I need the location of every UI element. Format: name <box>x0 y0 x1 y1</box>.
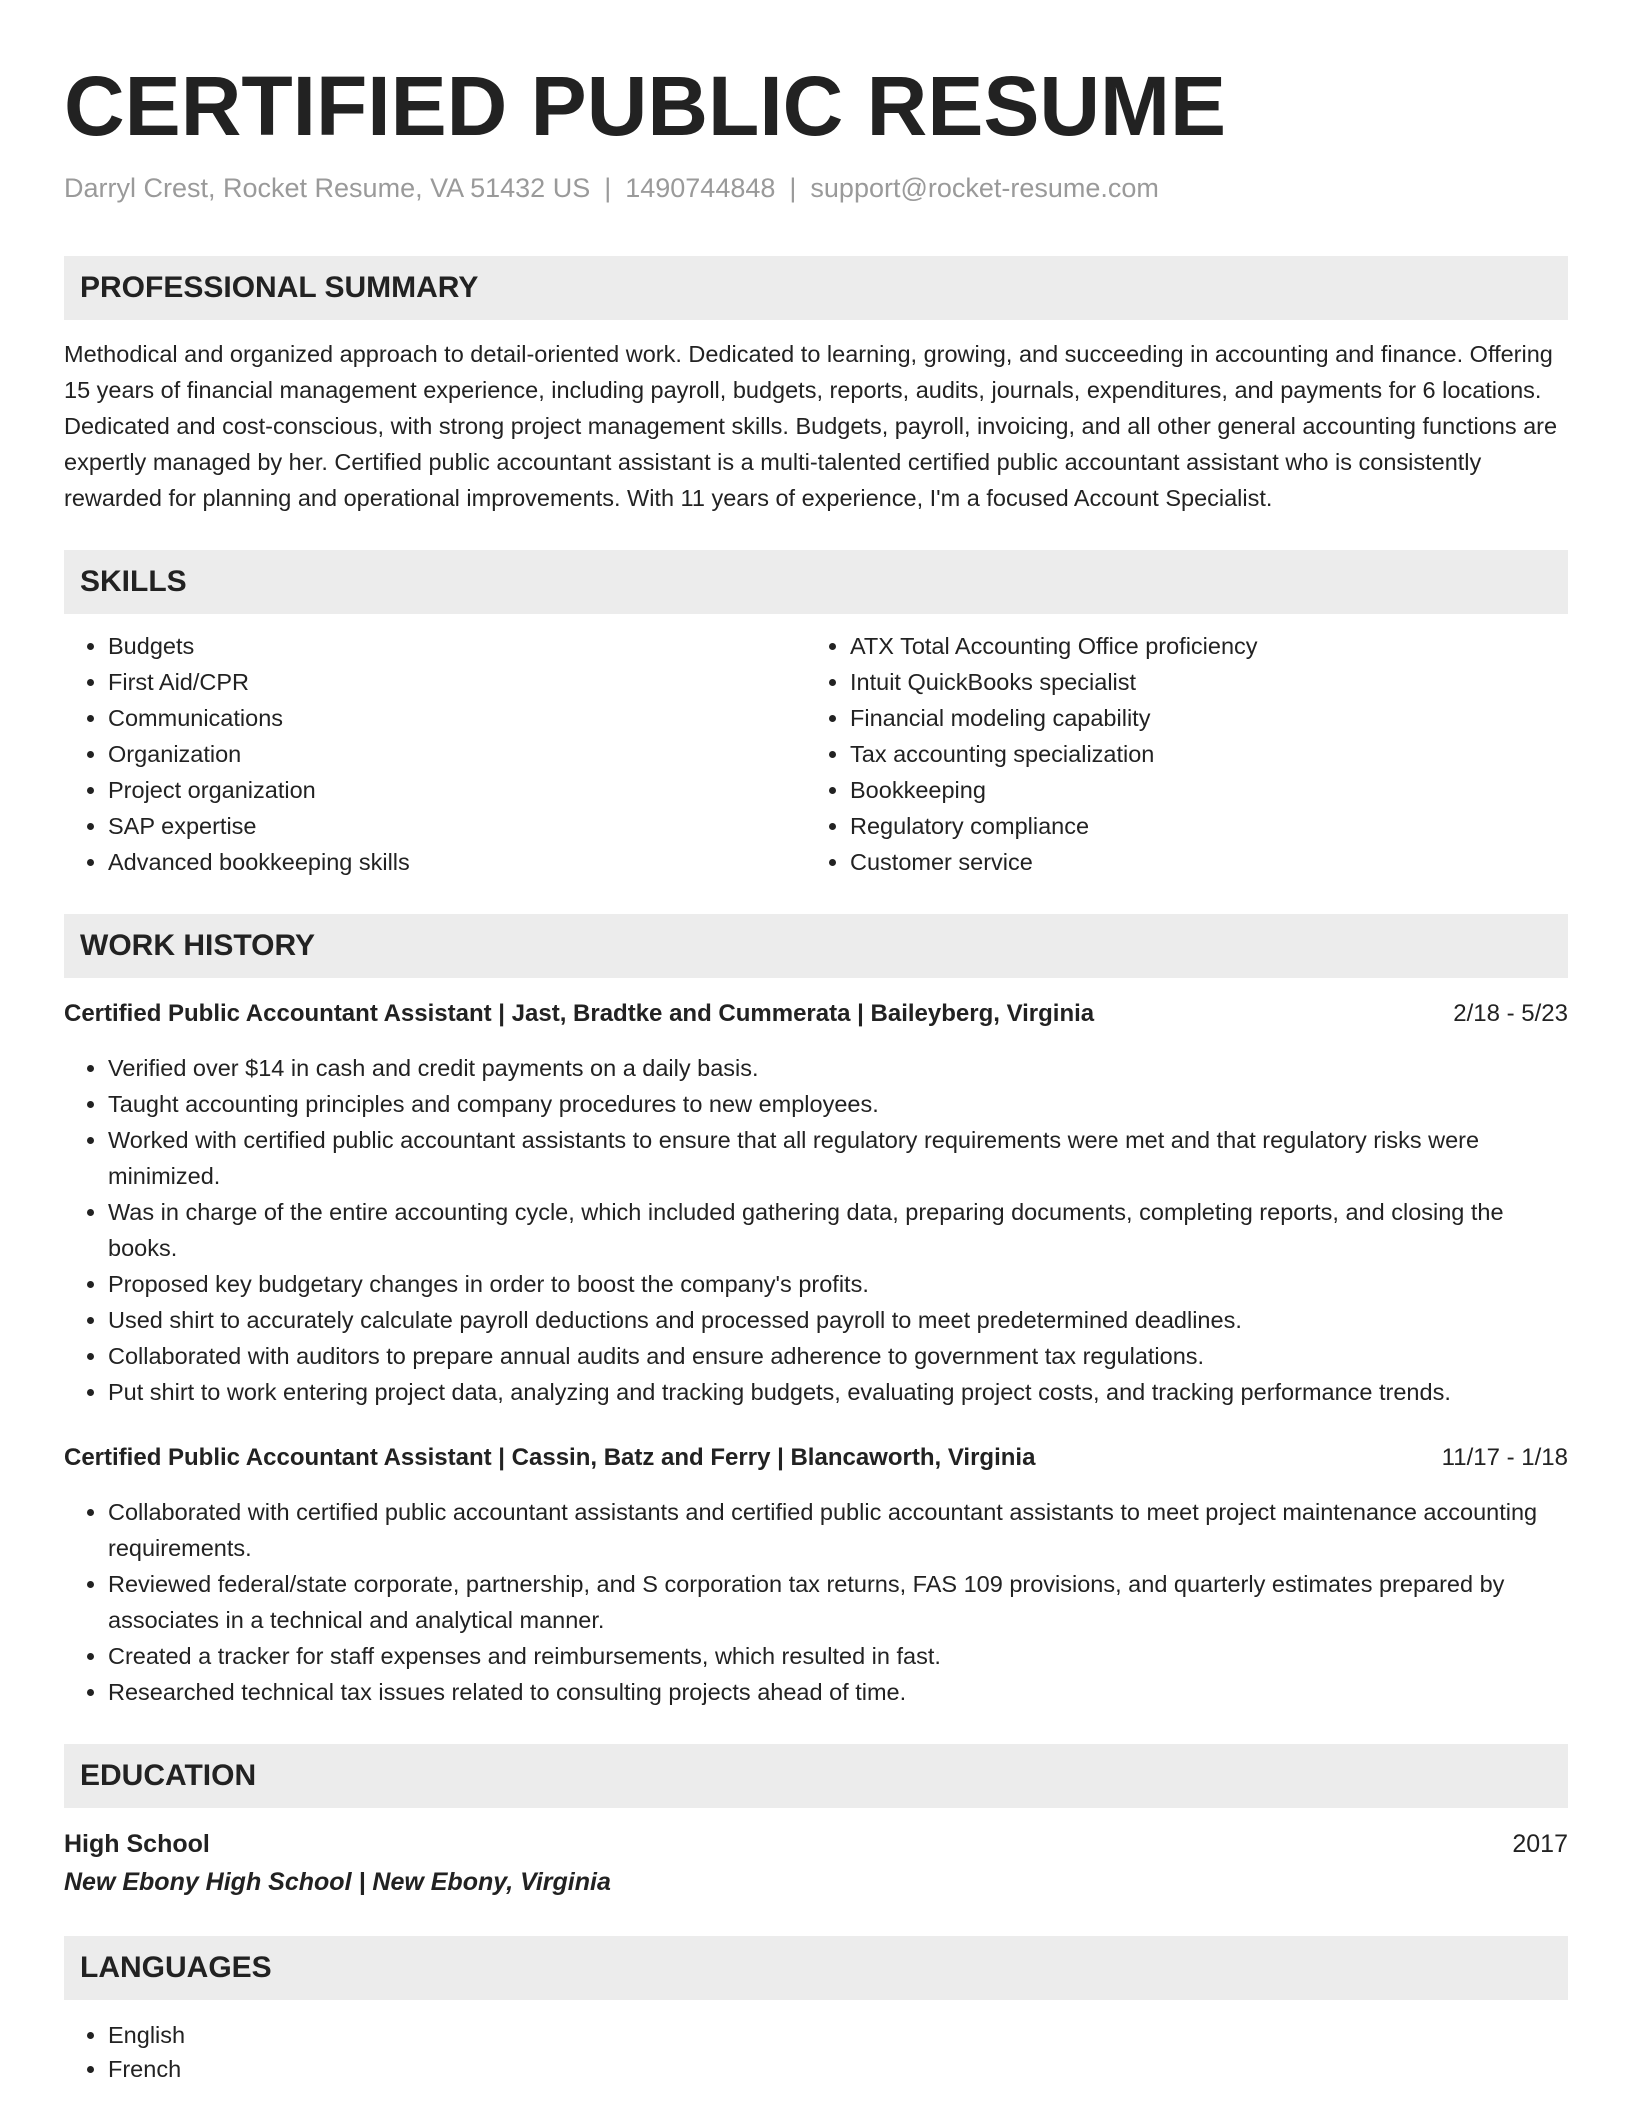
resume-title: CERTIFIED PUBLIC RESUME <box>64 59 1227 153</box>
contact-separator: | <box>604 173 612 203</box>
skill-item: • SAP expertise <box>108 808 806 844</box>
education-school: New Ebony High School | New Ebony, Virginia <box>64 1868 611 1896</box>
job-bullet: • Was in charge of the entire accounting cycle, which included gathering data, preparing documents, completing reports, and closing the books. <box>108 1194 1568 1266</box>
contact-email: support@rocket-resume.com <box>810 173 1159 203</box>
job-bullets <box>64 1494 1568 1710</box>
languages-heading: LANGUAGES <box>64 1936 1568 2000</box>
skills-list <box>64 628 1568 880</box>
skill-item: • Project organization <box>108 772 806 808</box>
job-bullet: • Reviewed federal/state corporate, partnership, and S corporation tax returns, FAS 109 provisions, and quarterly estimates prepared by associates in a technical and analytical manner. <box>108 1566 1568 1638</box>
skill-item: • Bookkeeping <box>850 772 1566 808</box>
job-bullet: • Used shirt to accurately calculate payroll deductions and processed payroll to meet predetermined deadlines. <box>108 1302 1568 1338</box>
job-bullet: • Proposed key budgetary changes in order to boost the company's profits. <box>108 1266 1568 1302</box>
contact-separator: | <box>789 173 797 203</box>
job-bullet: • Collaborated with auditors to prepare annual audits and ensure adherence to government tax regulations. <box>108 1338 1568 1374</box>
job-bullet: • Collaborated with certified public accountant assistants and certified public accountant assistants to meet project maintenance accounting requirements. <box>108 1494 1568 1566</box>
skill-item: • Regulatory compliance <box>850 808 1566 844</box>
job-bullet: • Put shirt to work entering project data, analyzing and tracking budgets, evaluating project costs, and tracking performance trends. <box>108 1374 1568 1410</box>
skill-item: • Communications <box>108 700 806 736</box>
skill-item: • Financial modeling capability <box>850 700 1566 736</box>
job-bullet: • Taught accounting principles and company procedures to new employees. <box>108 1086 1568 1122</box>
summary-heading: PROFESSIONAL SUMMARY <box>64 256 1568 320</box>
skills-heading: SKILLS <box>64 550 1568 614</box>
education-degree: High School <box>64 1830 210 1858</box>
job-title: Certified Public Accountant Assistant | Cassin, Batz and Ferry | Blancaworth, Virginia <box>64 1444 1036 1471</box>
job-dates: 2/18 - 5/23 <box>1453 1000 1568 1027</box>
contact-phone: 1490744848 <box>625 173 776 203</box>
job-header <box>64 1440 1568 1476</box>
job-bullet: • Verified over $14 in cash and credit payments on a daily basis. <box>108 1050 1568 1086</box>
summary-text: Methodical and organized approach to detail-oriented work. Dedicated to learning, growing, and succeeding in accounting and finance. Offering 15 years of financial management experience, including payroll, budgets, reports, audits, journals, expenditures, and payments for 6 locations. Dedicated and cost-conscious, with strong project management skills. Budgets, payroll, invoicing, and all other general accounting functions are expertly managed by her. Certified public accountant assistant is a multi-talented certified public accountant assistant who is consistently rewarded for planning and operational improvements. With 11 years of experience, I'm a focused Account Specialist. <box>64 341 1558 511</box>
skill-item: • ATX Total Accounting Office proficiency <box>850 628 1566 664</box>
job-header <box>64 996 1568 1032</box>
skill-item: • Organization <box>108 736 806 772</box>
contact-line <box>64 170 1568 206</box>
contact-address: Darryl Crest, Rocket Resume, VA 51432 US <box>64 173 591 203</box>
skill-item: • Budgets <box>108 628 806 664</box>
languages-list <box>64 2018 1568 2086</box>
skills-column-right <box>806 628 1566 880</box>
job-bullet: • Created a tracker for staff expenses and reimbursements, which resulted in fast. <box>108 1638 1568 1674</box>
skill-item: • Advanced bookkeeping skills <box>108 844 806 880</box>
job-bullet: • Worked with certified public accountant assistants to ensure that all regulatory requirements were met and that regulatory risks were minimized. <box>108 1122 1568 1194</box>
skill-item: • Intuit QuickBooks specialist <box>850 664 1566 700</box>
work-history-heading: WORK HISTORY <box>64 914 1568 978</box>
job-dates: 11/17 - 1/18 <box>1441 1444 1568 1471</box>
skill-item: • Tax accounting specialization <box>850 736 1566 772</box>
education-year: 2017 <box>1512 1830 1568 1858</box>
education-heading: EDUCATION <box>64 1744 1568 1808</box>
skills-column-left <box>64 628 806 880</box>
skill-item: • First Aid/CPR <box>108 664 806 700</box>
skill-item: • Customer service <box>850 844 1566 880</box>
job-bullet: • Researched technical tax issues related to consulting projects ahead of time. <box>108 1674 1568 1710</box>
job-bullets <box>64 1050 1568 1410</box>
job-title: Certified Public Accountant Assistant | Jast, Bradtke and Cummerata | Baileyberg, Virginia <box>64 1000 1095 1027</box>
education-header <box>64 1826 1568 1862</box>
language-item: • English <box>108 2018 1568 2052</box>
language-item: • French <box>108 2052 1568 2086</box>
